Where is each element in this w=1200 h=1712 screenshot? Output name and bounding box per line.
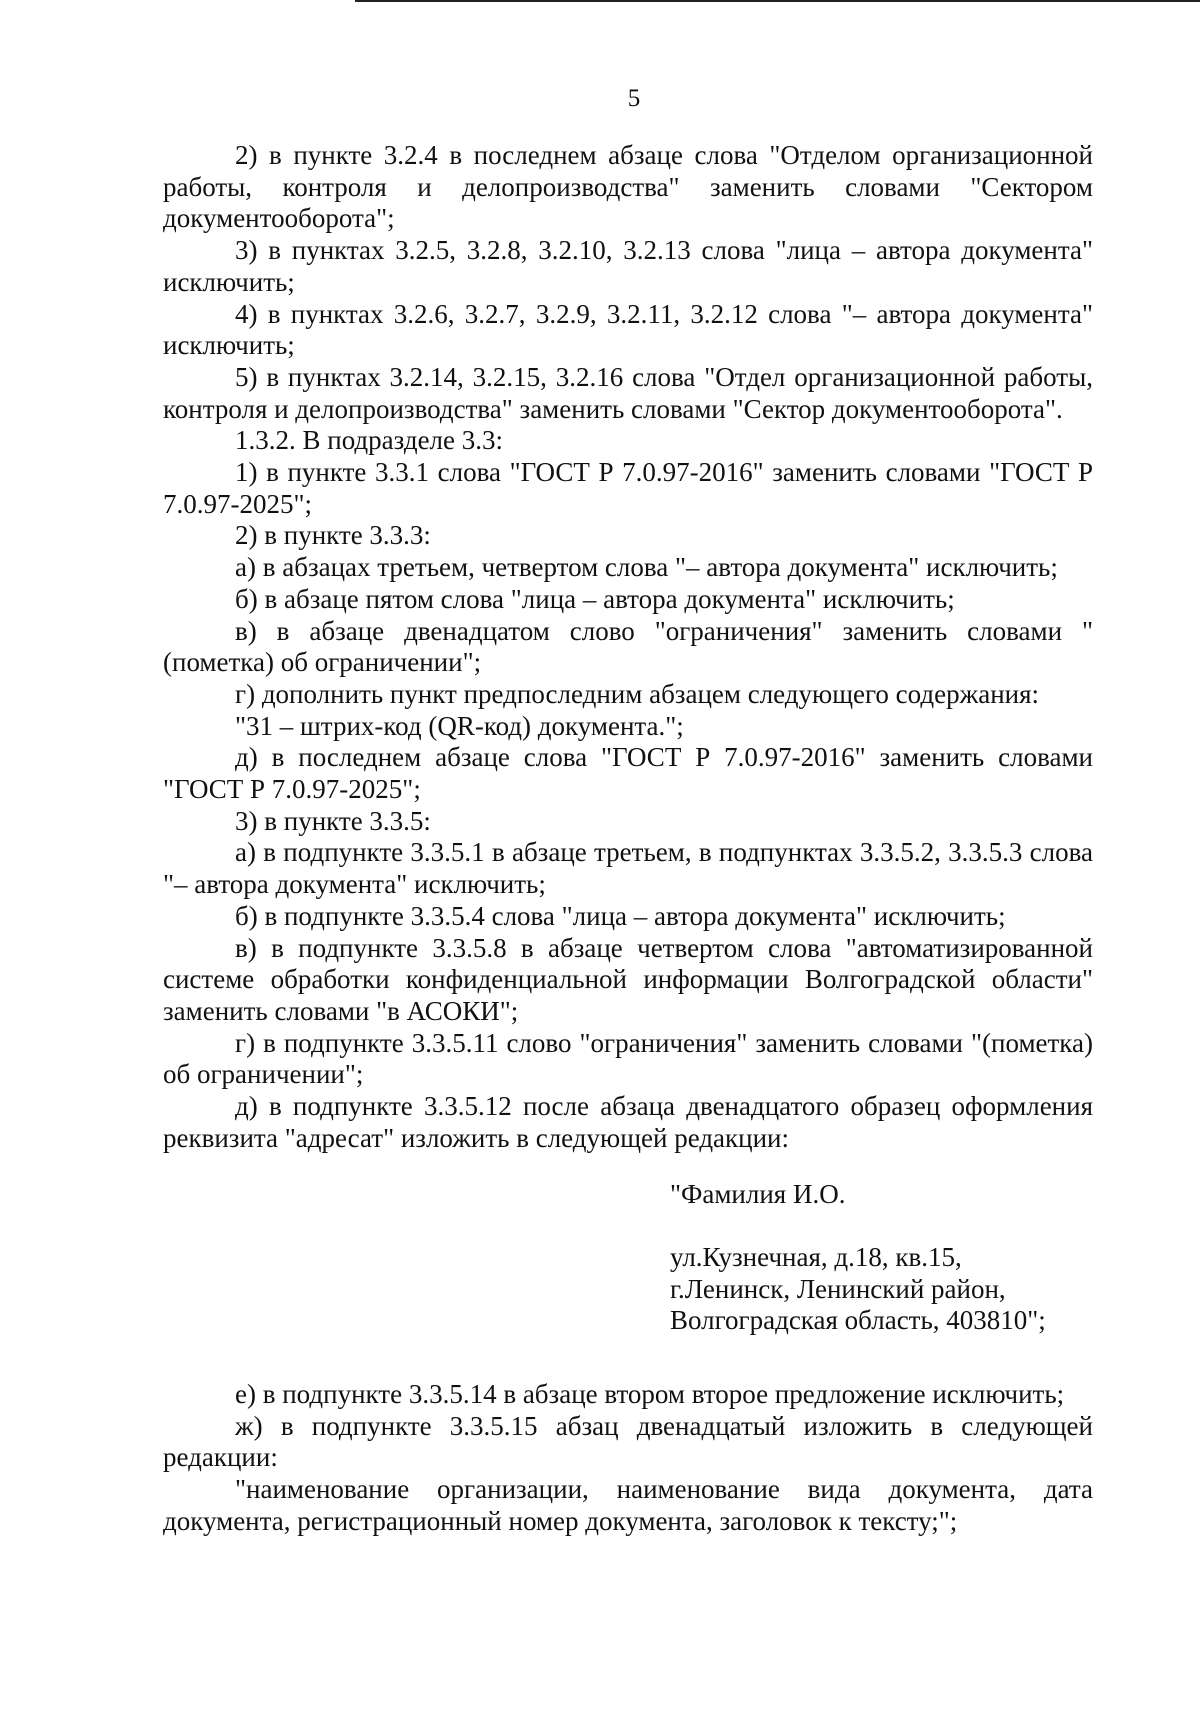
paragraph-item-4: 4) в пунктах 3.2.6, 3.2.7, 3.2.9, 3.2.11, 3.2.12 слова "– автора документа" исключить; — [163, 298, 1093, 361]
paragraph-subitem-e: е) в подпункте 3.3.5.14 в абзаце втором второе предложение исключить; — [235, 1379, 1065, 1409]
paragraph-subsection-1-3-2: 1.3.2. В подразделе 3.3: — [235, 425, 504, 456]
paragraph-subitem-a-3-3-5: а) в подпункте 3.3.5.1 в абзаце третьем, в подпунктах 3.3.5.2, 3.3.5.3 слова "– автора документа" исключить; — [163, 837, 1093, 900]
address-region: Волгоградская область, 403810"; — [670, 1305, 1046, 1336]
paragraph-quote-31: "31 – штрих-код (QR-код) документа."; — [235, 710, 684, 741]
page-number: 5 — [627, 85, 641, 112]
paragraph-item-3: 3) в пунктах 3.2.5, 3.2.8, 3.2.10, 3.2.13 слова "лица – автора документа" исключить; — [163, 235, 1093, 297]
paragraph-subitem-g: г) дополнить пункт предпоследним абзацем следующего содержания: — [235, 678, 1040, 709]
paragraph-subitem-v-3-3-5: в) в подпункте 3.3.5.8 в абзаце четвертом слова "автоматизированной системе обработки конфиденциальной информации Волгоградской области" заменить словами "в АСОКИ"; — [163, 932, 1093, 1026]
paragraph-item-2-3-2-4: 2) в пункте 3.2.4 в последнем абзаце слова "Отделом организационной работы, контроля и делопроизводства" заменить словами "Сектором документооборота"; — [163, 140, 1093, 234]
paragraph-item-5: 5) в пунктах 3.2.14, 3.2.15, 3.2.16 слова "Отдел организационной работы, контроля и делопроизводства" заменить словами "Сектор документооборота". — [163, 361, 1093, 424]
address-spacer — [670, 1210, 1093, 1242]
paragraph-subitem-b-3-3-5: б) в подпункте 3.3.5.4 слова "лица – автора документа" исключить; — [235, 900, 1006, 931]
top-border-line — [355, 0, 1200, 2]
paragraph-subitem-b: б) в абзаце пятом слова "лица – автора документа" исключить; — [235, 583, 955, 614]
paragraph-quote-naming: "наименование организации, наименование вида документа, дата документа, регистрационный номер документа, заголовок к тексту;"; — [163, 1474, 1093, 1536]
paragraph-subitem-d-3-3-5: д) в подпункте 3.3.5.12 после абзаца двенадцатого образец оформления реквизита "адресат" изложить в следующей редакции: — [163, 1091, 1093, 1153]
paragraph-item-1-3-3-1: 1) в пункте 3.3.1 слова "ГОСТ Р 7.0.97-2016" заменить словами "ГОСТ Р 7.0.97-2025"; — [163, 457, 1093, 519]
paragraph-subitem-v: в) в абзаце двенадцатом слово "ограничения" заменить словами "(пометка) об ограничении"; — [163, 615, 1093, 678]
document-body — [163, 140, 1093, 1538]
address-name: "Фамилия И.О. — [670, 1178, 846, 1209]
paragraph-subitem-g-3-3-5: г) в подпункте 3.3.5.11 слово "ограничения" заменить словами "(пометка) об ограничении"; — [163, 1027, 1093, 1090]
paragraph-subitem-a: а) в абзацах третьем, четвертом слова "– автора документа" исключить; — [235, 552, 1058, 583]
paragraph-item-3-3-3-5: 3) в пункте 3.3.5: — [235, 805, 431, 836]
address-street: ул.Кузнечная, д.18, кв.15, — [670, 1241, 962, 1272]
paragraph-subitem-d: д) в последнем абзаце слова "ГОСТ Р 7.0.97-2016" заменить словами "ГОСТ Р 7.0.97-2025"; — [163, 742, 1093, 805]
address-sample-block — [670, 1179, 1093, 1338]
paragraph-subitem-zh: ж) в подпункте 3.3.5.15 абзац двенадцатый изложить в следующей редакции: — [163, 1410, 1093, 1473]
paragraph-item-2-3-3-3: 2) в пункте 3.3.3: — [235, 520, 431, 551]
address-city: г.Ленинск, Ленинский район, — [670, 1273, 1006, 1304]
